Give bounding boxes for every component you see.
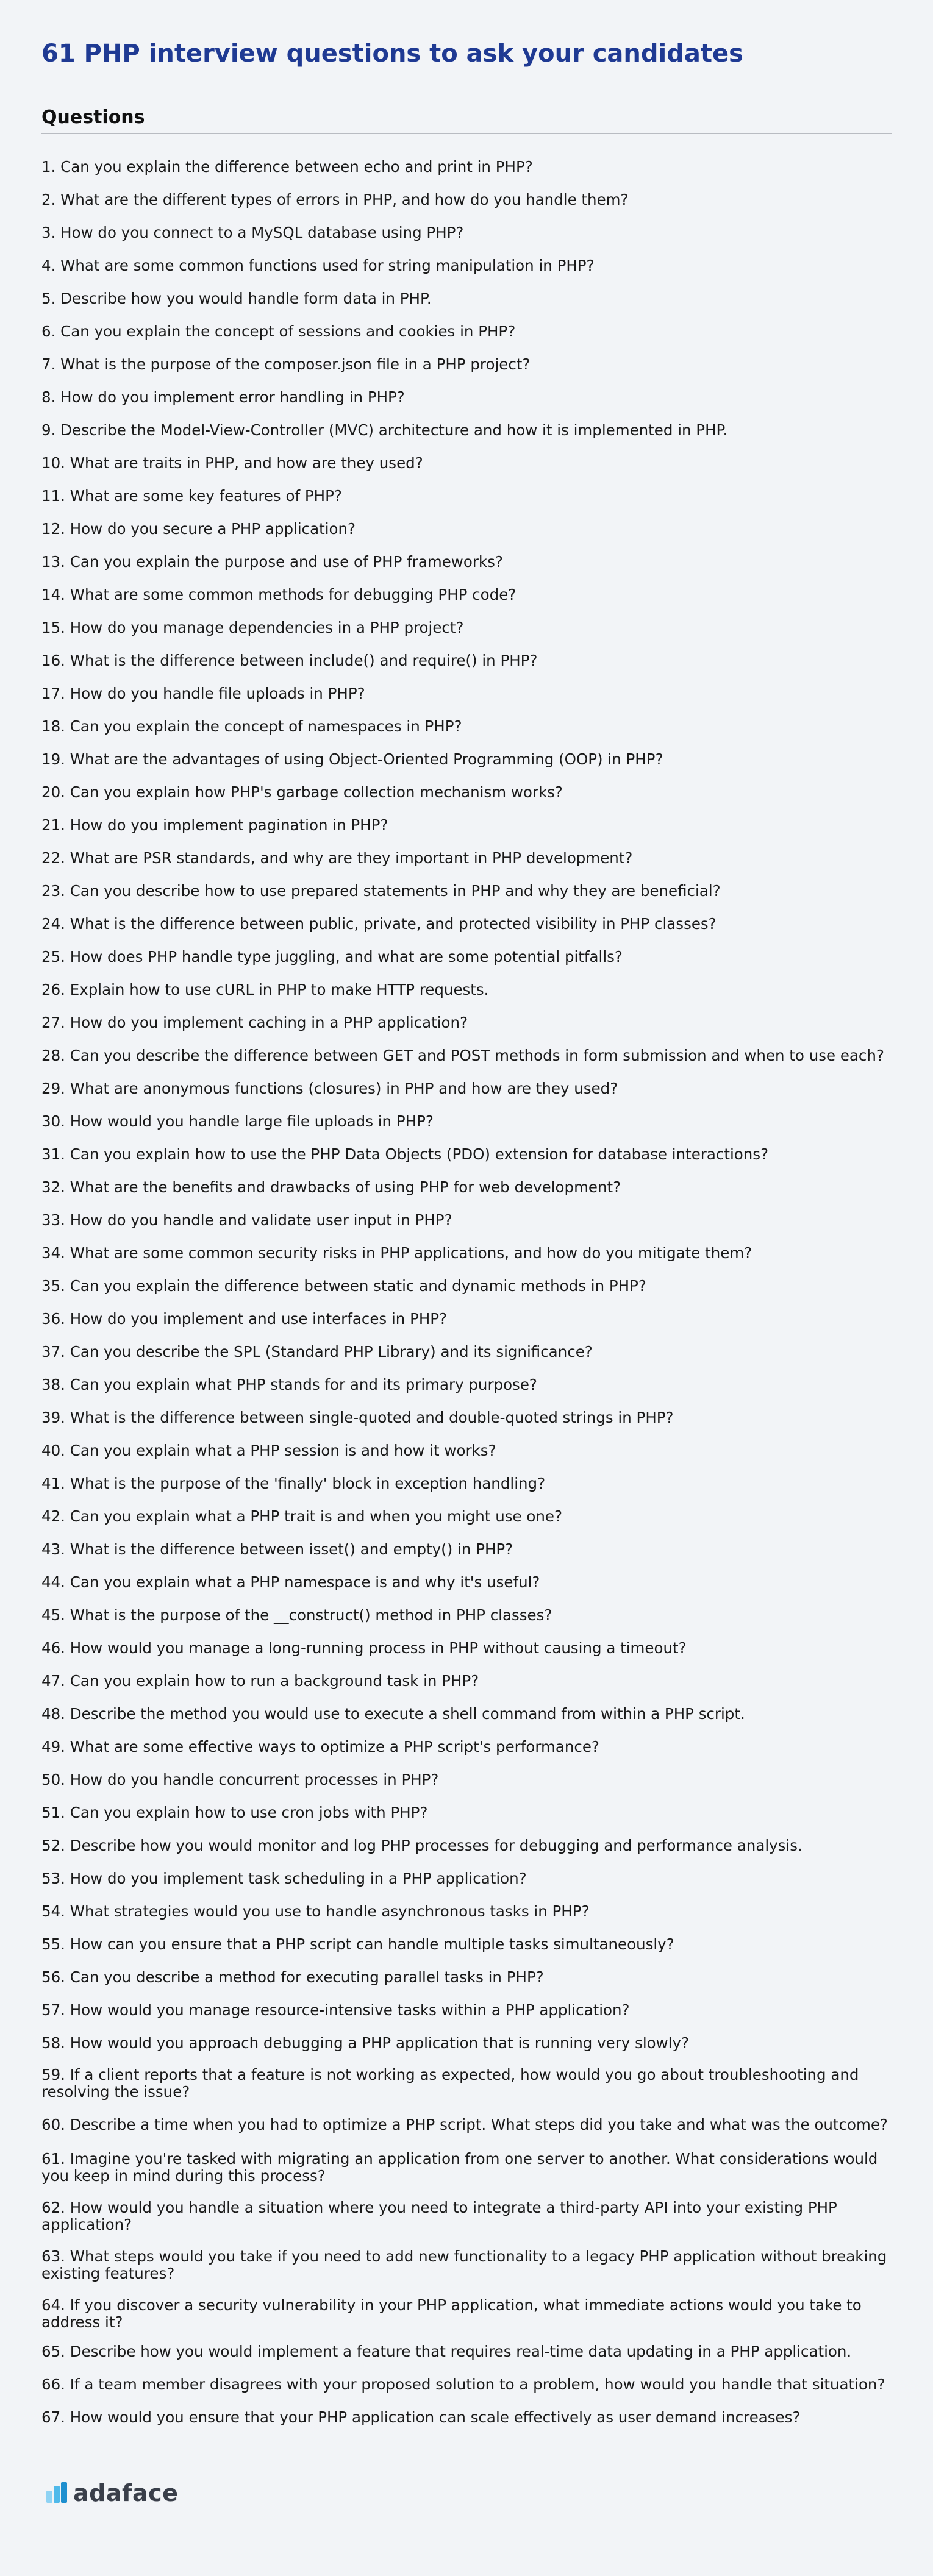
question-item: 31. Can you explain how to use the PHP Data Objects (PDO) extension for database interactions? [41, 1145, 769, 1163]
question-item: 67. How would you ensure that your PHP application can scale effectively as user demand increases? [41, 2408, 801, 2426]
question-item: 3. How do you connect to a MySQL database using PHP? [41, 224, 464, 241]
question-item: 33. How do you handle and validate user input in PHP? [41, 1211, 452, 1229]
question-item: 49. What are some effective ways to optimize a PHP script's performance? [41, 1738, 599, 1756]
question-item: 38. Can you explain what PHP stands for and its primary purpose? [41, 1376, 537, 1393]
question-item: 12. How do you secure a PHP application? [41, 520, 356, 538]
question-item: 1. Can you explain the difference between echo and print in PHP? [41, 158, 533, 176]
question-item: 64. If you discover a security vulnerability in your PHP application, what immediate actions would you take to address it? [41, 2296, 862, 2331]
question-item: 29. What are anonymous functions (closures) in PHP and how are they used? [41, 1080, 618, 1097]
question-item: 48. Describe the method you would use to execute a shell command from within a PHP script. [41, 1705, 745, 1723]
question-item: 4. What are some common functions used for string manipulation in PHP? [41, 257, 595, 274]
question-item: 36. How do you implement and use interfaces in PHP? [41, 1310, 448, 1328]
question-item: 58. How would you approach debugging a PHP application that is running very slowly? [41, 2034, 689, 2052]
adaface-logo [46, 2481, 178, 2505]
question-item: 37. Can you describe the SPL (Standard PHP Library) and its significance? [41, 1343, 593, 1361]
question-item: 51. Can you explain how to use cron jobs with PHP? [41, 1804, 428, 1821]
question-item: 2. What are the different types of errors in PHP, and how do you handle them? [41, 191, 629, 208]
question-item: 5. Describe how you would handle form data in PHP. [41, 290, 432, 307]
question-item: 39. What is the difference between single-quoted and double-quoted strings in PHP? [41, 1409, 674, 1426]
question-item: 27. How do you implement caching in a PHP application? [41, 1014, 468, 1031]
question-item: 66. If a team member disagrees with your proposed solution to a problem, how would you handle that situation? [41, 2375, 885, 2393]
question-item: 62. How would you handle a situation where you need to integrate a third-party API into your existing PHP application? [41, 2199, 837, 2233]
question-item: 23. Can you describe how to use prepared statements in PHP and why they are beneficial? [41, 882, 721, 900]
question-item: 19. What are the advantages of using Object-Oriented Programming (OOP) in PHP? [41, 750, 663, 768]
question-item: 63. What steps would you take if you need to add new functionality to a legacy PHP application without breaking existing features? [41, 2247, 887, 2282]
question-item: 57. How would you manage resource-intensive tasks within a PHP application? [41, 2001, 630, 2019]
question-item: 25. How does PHP handle type juggling, and what are some potential pitfalls? [41, 948, 623, 966]
question-item: 32. What are the benefits and drawbacks of using PHP for web development? [41, 1178, 621, 1196]
question-item: 44. Can you explain what a PHP namespace is and why it's useful? [41, 1573, 540, 1591]
question-item: 41. What is the purpose of the 'finally' block in exception handling? [41, 1475, 546, 1492]
question-item: 26. Explain how to use cURL in PHP to make HTTP requests. [41, 981, 489, 998]
section-divider [41, 133, 892, 134]
question-item: 59. If a client reports that a feature is not working as expected, how would you go about troubleshooting and resolving the issue? [41, 2066, 859, 2101]
question-item: 65. Describe how you would implement a feature that requires real-time data updating in a PHP application. [41, 2343, 852, 2360]
question-item: 20. Can you explain how PHP's garbage collection mechanism works? [41, 783, 563, 801]
question-item: 42. Can you explain what a PHP trait is and when you might use one? [41, 1507, 562, 1525]
question-item: 15. How do you manage dependencies in a PHP project? [41, 619, 464, 636]
question-item: 17. How do you handle file uploads in PHP? [41, 685, 365, 702]
question-item: 56. Can you describe a method for executing parallel tasks in PHP? [41, 1968, 544, 1986]
question-item: 22. What are PSR standards, and why are they important in PHP development? [41, 849, 633, 867]
question-item: 24. What is the difference between public, private, and protected visibility in PHP classes? [41, 915, 717, 933]
question-item: 45. What is the purpose of the __construct() method in PHP classes? [41, 1606, 552, 1624]
page-title: 61 PHP interview questions to ask your candidates [41, 40, 743, 68]
question-item: 52. Describe how you would monitor and log PHP processes for debugging and performance analysis. [41, 1837, 803, 1854]
question-item: 9. Describe the Model-View-Controller (MVC) architecture and how it is implemented in PHP. [41, 421, 728, 439]
question-item: 14. What are some common methods for debugging PHP code? [41, 586, 517, 603]
section-heading: Questions [41, 107, 145, 128]
question-item: 11. What are some key features of PHP? [41, 487, 342, 505]
question-item: 43. What is the difference between isset() and empty() in PHP? [41, 1540, 513, 1558]
question-item: 55. How can you ensure that a PHP script can handle multiple tasks simultaneously? [41, 1935, 674, 1953]
question-item: 40. Can you explain what a PHP session is and how it works? [41, 1442, 496, 1459]
question-item: 34. What are some common security risks in PHP applications, and how do you mitigate them? [41, 1244, 752, 1262]
question-item: 46. How would you manage a long-running process in PHP without causing a timeout? [41, 1639, 687, 1657]
question-item: 16. What is the difference between include() and require() in PHP? [41, 652, 538, 669]
question-item: 30. How would you handle large file uploads in PHP? [41, 1112, 434, 1130]
logo-text: adaface [73, 2480, 179, 2507]
adaface-logo-icon [46, 2482, 68, 2504]
question-item: 47. Can you explain how to run a background task in PHP? [41, 1672, 479, 1690]
question-item: 61. Imagine you're tasked with migrating an application from one server to another. What considerations would you keep in mind during this process? [41, 2150, 878, 2185]
question-item: 35. Can you explain the difference between static and dynamic methods in PHP? [41, 1277, 646, 1295]
question-item: 21. How do you implement pagination in PHP? [41, 816, 388, 834]
question-item: 8. How do you implement error handling in PHP? [41, 388, 405, 406]
question-item: 53. How do you implement task scheduling in a PHP application? [41, 1870, 527, 1887]
question-item: 28. Can you describe the difference between GET and POST methods in form submission and when to use each? [41, 1047, 884, 1064]
question-item: 60. Describe a time when you had to optimize a PHP script. What steps did you take and what was the outcome? [41, 2116, 888, 2133]
question-item: 18. Can you explain the concept of namespaces in PHP? [41, 717, 462, 735]
question-item: 10. What are traits in PHP, and how are they used? [41, 454, 423, 472]
question-item: 54. What strategies would you use to handle asynchronous tasks in PHP? [41, 1902, 590, 1920]
question-item: 7. What is the purpose of the composer.json file in a PHP project? [41, 355, 531, 373]
question-item: 13. Can you explain the purpose and use of PHP frameworks? [41, 553, 503, 571]
question-item: 50. How do you handle concurrent processes in PHP? [41, 1771, 439, 1788]
question-item: 6. Can you explain the concept of sessions and cookies in PHP? [41, 322, 516, 340]
